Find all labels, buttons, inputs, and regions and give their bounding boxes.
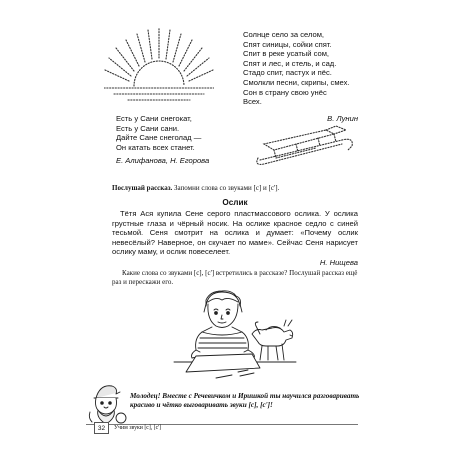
poem-sani-snegokat [116,114,201,152]
poem-line: Он катать всех станет. [116,142,195,152]
poem-line: Есть у Сани снегокат, [116,114,192,123]
poem-author-alifanova: Е. Алифанова, Н. Егорова [116,156,210,165]
instruction-listen [112,184,279,193]
story-author: Н. Нищева [319,258,358,267]
story-title: Ослик [222,198,248,207]
dotted-sled-illustration [256,124,356,172]
footer-title: Учим звуки [с], [с'] [114,425,162,431]
instruction-rest: Запомни слова со звуками [с] и [с']. [172,184,280,192]
poem-line: Спят и лес, и стель, и сад. [243,58,337,68]
poem-line: Спит в реке усатый сом, [243,49,330,59]
boy-drawing-illustration [156,288,306,382]
poem-line: Всех. [243,97,262,107]
poem-author-lunin: В. Лунин [327,114,358,123]
instruction-lead: Послушай рассказ. [112,184,173,192]
poem-line: Спят синицы, сойки спят. [243,39,332,49]
praise-message: Молодец! Вместе с Речевичком и Иришкой ты научился разговаривать красиво и чётко выговаривать звуки [с], [с']! [130,392,360,409]
poem-line: Есть у Сани сани. [116,123,180,133]
story-text: Тётя Ася купила Сене серого пластмассового ослика. У ослика грустные глаза и чёрный носик. На ослике красное седло с синей тесьмой. Сеня смотрит на ослика и думает: «Почему ослик невесёлый? Наверное, он скучает по маме». Сейчас Сеня нарисует ослику маму, и ослик повеселеет. [112,209,358,257]
poem-line: Сон в страну свою унёс [243,87,327,97]
poem-solntse-selo [243,30,350,107]
page-number: 32 [94,422,109,434]
poem-line: Смолкли песни, скрипы, смех. [243,77,350,87]
poem-line: Солнце село за селом, [243,30,325,39]
poem-line: Стадо спит, пастух и пёс. [243,68,332,78]
instruction-retell: Какие слова со звуками [с], [с'] встретились в рассказе? Послушай рассказ ещё раз и перескажи его. [112,269,358,286]
poem-line: Дайте Сане снеголад — [116,133,202,143]
dotted-sun-illustration [104,26,214,102]
gnome-mascot-icon [86,382,128,426]
